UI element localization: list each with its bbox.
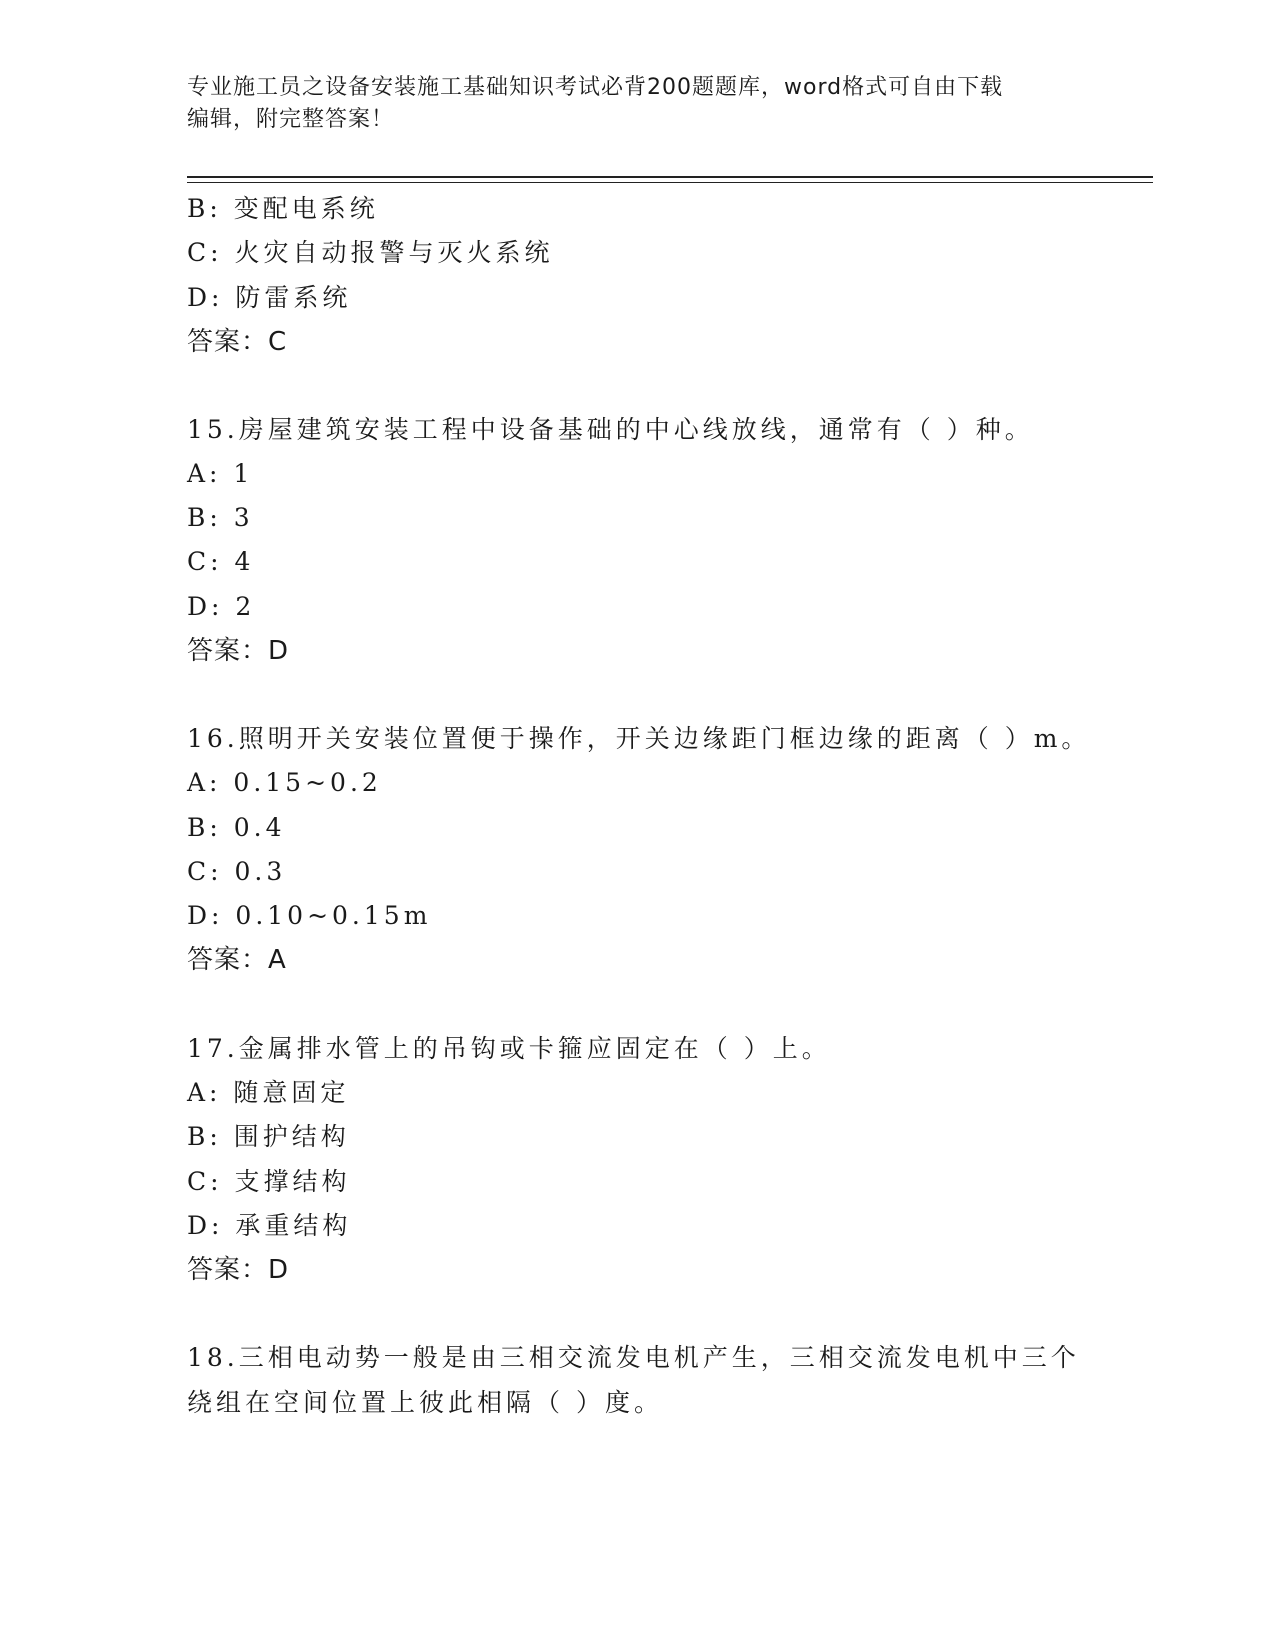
q18-question-line-2: 绕组在空间位置上彼此相隔（ ）度。 (187, 1388, 663, 1417)
header-title-line-1: 专业施工员之设备安装施工基础知识考试必背200题题库，word格式可自由下载 (187, 75, 1004, 100)
header-divider-thin (187, 182, 1153, 183)
q16-option-b: B: 0.4 (187, 813, 286, 842)
q15-option-d: D: 2 (187, 592, 256, 621)
q14-option-b: B: 变配电系统 (187, 194, 379, 223)
header-title-line-2: 编辑，附完整答案！ (187, 107, 395, 132)
q17-option-a: A: 随意固定 (187, 1078, 350, 1107)
q17-option-d: D: 承重结构 (187, 1211, 352, 1240)
q15-answer: 答案：D (187, 636, 290, 666)
q14-option-c: C: 火灾自动报警与灭火系统 (187, 238, 554, 267)
q14-option-d: D: 防雷系统 (187, 283, 352, 312)
q16-option-d: D: 0.10~0.15m (187, 901, 432, 930)
header-divider-thick (187, 176, 1153, 178)
document-header (187, 72, 1087, 136)
q16-answer: 答案：A (187, 945, 287, 975)
q15-option-b: B: 3 (187, 503, 254, 532)
q17-answer: 答案：D (187, 1255, 290, 1285)
q16-option-c: C: 0.3 (187, 857, 287, 886)
q15-option-c: C: 4 (187, 547, 255, 576)
q18-question-line-1: 18.三相电动势一般是由三相交流发电机产生，三相交流发电机中三个 (187, 1343, 1080, 1372)
q14-answer: 答案：C (187, 327, 288, 357)
q17-option-c: C: 支撑结构 (187, 1167, 351, 1196)
q15-option-a: A: 1 (187, 459, 254, 488)
q17-question: 17.金属排水管上的吊钩或卡箍应固定在（ ）上。 (187, 1034, 831, 1063)
q15-question: 15.房屋建筑安装工程中设备基础的中心线放线，通常有（ ）种。 (187, 415, 1034, 444)
q16-option-a: A: 0.15~0.2 (187, 768, 382, 797)
q17-option-b: B: 围护结构 (187, 1122, 350, 1151)
q16-question: 16.照明开关安装位置便于操作，开关边缘距门框边缘的距离（ ）m。 (187, 724, 1091, 753)
